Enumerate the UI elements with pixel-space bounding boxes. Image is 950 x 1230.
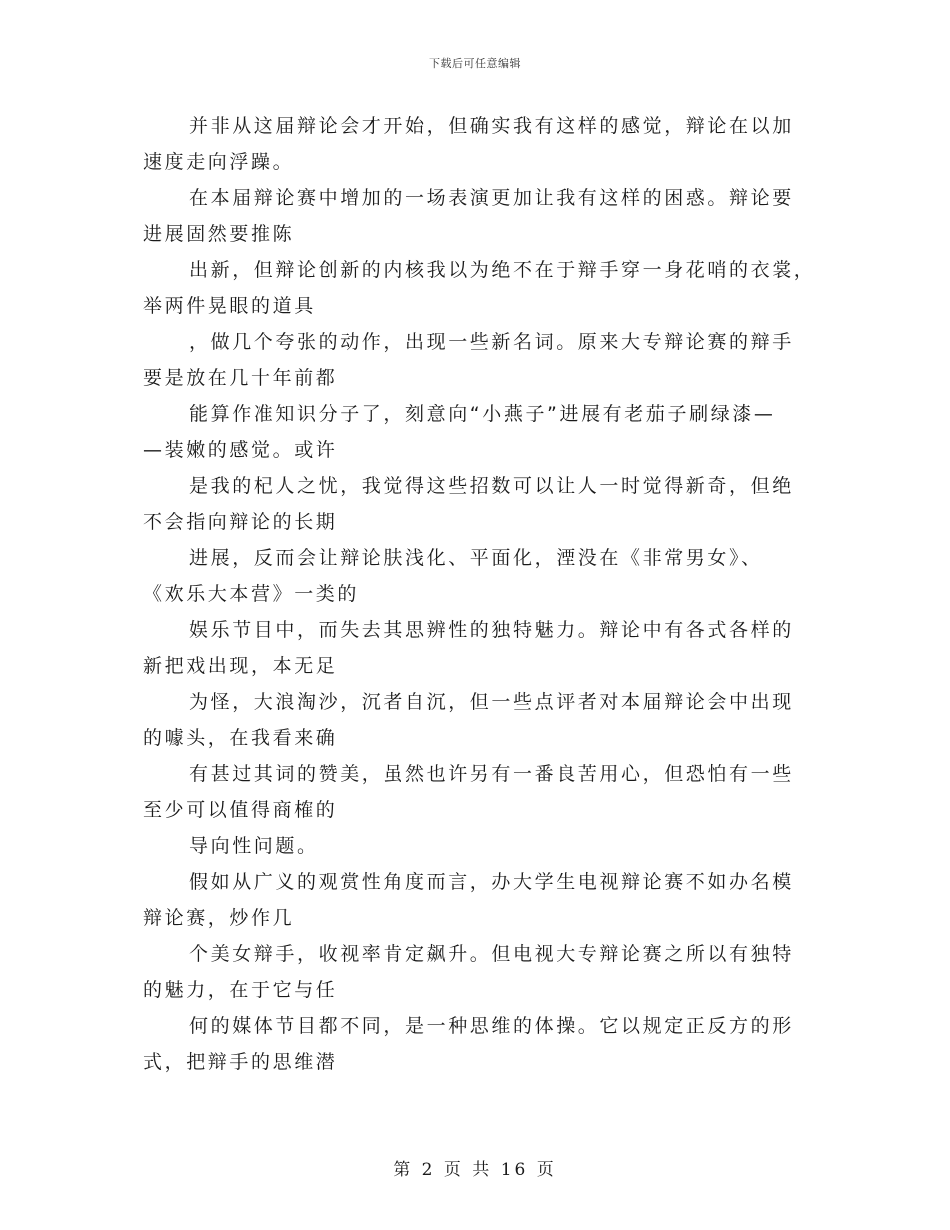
page-number-footer: 第 2 页 共 16 页 — [393, 1160, 557, 1180]
paragraph-line: 为怪，大浪淘沙，沉者自沉，但一些点评者对本届辩论会中出现 — [189, 691, 794, 713]
paragraph-line: 不会指向辩论的长期 — [143, 511, 338, 533]
paragraph — [143, 468, 823, 540]
paragraph-line: 导向性问题。 — [189, 835, 319, 857]
paragraph-line: 式，把辩手的思维潜 — [143, 1051, 338, 1073]
paragraph-line: 假如从广义的观赏性角度而言，办大学生电视辩论赛不如办名模 — [189, 871, 794, 893]
paragraph-line: —装嫩的感觉。或许 — [143, 439, 338, 461]
paragraph-line: 进展固然要推陈 — [143, 223, 295, 245]
paragraph-line: ，做几个夸张的动作，出现一些新名词。原来大专辩论赛的辩手 — [189, 331, 794, 353]
paragraph-line: 是我的杞人之忧，我觉得这些招数可以让人一时觉得新奇，但绝 — [189, 475, 794, 497]
paragraph-line: 有甚过其词的赞美，虽然也许另有一番良苦用心，但恐怕有一些 — [189, 763, 794, 785]
paragraph — [143, 756, 823, 828]
paragraph-line: 《欢乐大本营》一类的 — [143, 583, 360, 605]
paragraph — [143, 540, 823, 612]
paragraph-line: 进展，反而会让辩论肤浅化、平面化，湮没在《非常男女》、 — [189, 547, 763, 569]
paragraph-line: 的噱头，在我看来确 — [143, 727, 338, 749]
paragraph — [143, 864, 823, 936]
paragraph-line: 要是放在几十年前都 — [143, 367, 338, 389]
paragraph-line: 出新，但辩论创新的内核我以为绝不在于辩手穿一身花哨的衣裳， — [189, 259, 816, 281]
paragraph — [143, 180, 823, 252]
paragraph — [143, 252, 823, 324]
paragraph-line: 辩论赛，炒作几 — [143, 907, 295, 929]
paragraph-line: 能算作准知识分子了，刻意向“小燕子”进展有老茄子刷绿漆— — [189, 403, 776, 425]
page-header-note: 下载后可任意编辑 — [429, 57, 521, 70]
paragraph-line: 在本届辩论赛中增加的一场表演更加让我有这样的困惑。辩论要 — [189, 187, 794, 209]
paragraph-line: 的魅力，在于它与任 — [143, 979, 338, 1001]
paragraph — [143, 828, 823, 864]
paragraph-line: 速度走向浮躁。 — [143, 151, 295, 173]
paragraph — [143, 396, 823, 468]
paragraph — [143, 936, 823, 1008]
paragraph — [143, 108, 823, 180]
paragraph — [143, 612, 823, 684]
paragraph — [143, 324, 823, 396]
paragraph-line: 娱乐节目中，而失去其思辨性的独特魅力。辩论中有各式各样的 — [189, 619, 794, 641]
paragraph-line: 何的媒体节目都不同，是一种思维的体操。它以规定正反方的形 — [189, 1015, 794, 1037]
paragraph-line: 个美女辩手，收视率肯定飙升。但电视大专辩论赛之所以有独特 — [189, 943, 794, 965]
paragraph-line: 新把戏出现，本无足 — [143, 655, 338, 677]
paragraph — [143, 684, 823, 756]
paragraph — [143, 1008, 823, 1080]
document-body — [143, 108, 823, 1080]
paragraph-line: 至少可以值得商榷的 — [143, 799, 338, 821]
paragraph-line: 举两件晃眼的道具 — [143, 295, 316, 317]
paragraph-line: 并非从这届辩论会才开始，但确实我有这样的感觉，辩论在以加 — [189, 115, 794, 137]
